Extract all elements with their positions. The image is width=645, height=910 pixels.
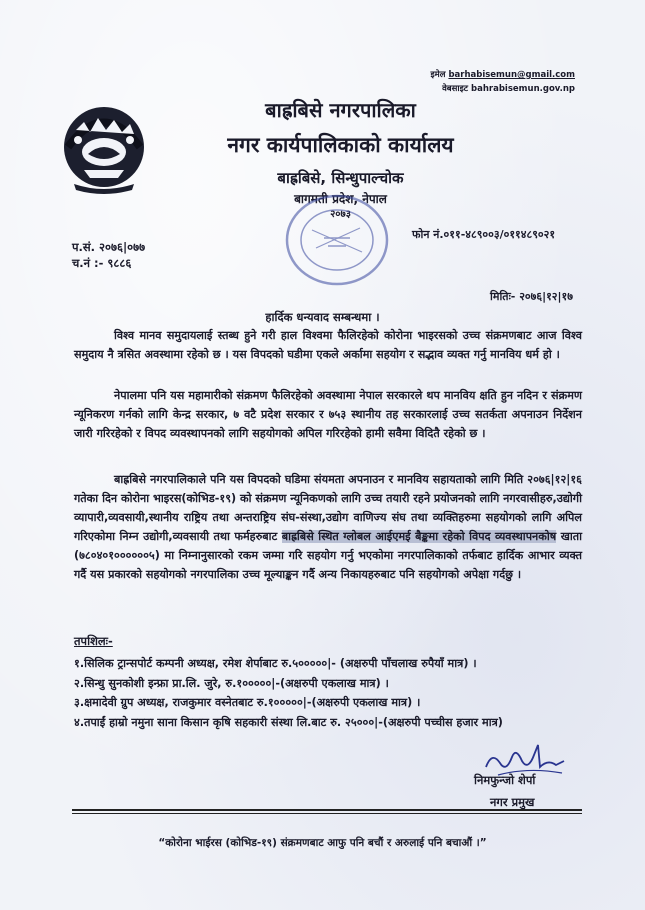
list-item: २.सिन्धु सुनकोशी इन्फ्रा प्रा.लि. जुरे, रु.१०००००|-(अक्षरुपी एकलाख मात्र) । xyxy=(74,676,389,690)
paragraph-1: विश्व मानव समुदायलाई स्तब्ध हुने गरी हाल विश्वमा फैलिरहेको कोरोना भाइरसको उच्च संक्रमणबाट आज विश्व समुदाय नै त्रसित अवस्थामा रहेको छ । यस विपदको घडीमा एकले अर्कामा सहयोग र सद्भाव व्यक्त गर्नु मानविय धर्म हो । xyxy=(74,329,582,361)
donor-list-heading: तपशिलः- xyxy=(74,634,113,648)
paragraph-3-part-a: बाह्रबिसे नगरपालिकाले पनि यस विपदको घडिमा संयमता अपनाउन र मानविय सहायताको लागि मिति २०७६|१२|१६ गतेका दिन कोरोना भाइरस(कोभिड-१९) को संक्रमण न्यूनिकणको लागि उच्च तयारी रहने प्रयोजनको लागि नगरवासीहरु,उद्योगी व्यापारी,व्यवसायी,स्थानीय राष्ट्रिय तथा अन्तराष्ट्रिय संघ-संस्था,उद्योग वाणिज्य संघ तथा व्यक्तिहरुमा सहयोगको लागि अपिल गरिएकोमा निम्न उद्योगी,व्यवसायी तथा फर्महरुबाट xyxy=(74,473,582,543)
email-link[interactable]: barhabisemun@gmail.com xyxy=(448,70,575,80)
paragraph-3 xyxy=(74,470,582,584)
list-item: ३.क्षमादेवी ग्रुप अध्यक्ष, राजकुमार वस्नेतबाट रु.१०००००|-(अक्षरुपी एकलाख मात्र) । xyxy=(74,696,421,709)
signatory-title: नगर प्रमुख xyxy=(490,795,535,809)
footer-divider xyxy=(72,809,582,811)
org-name: बाह्रबिसे नगरपालिका xyxy=(265,98,416,122)
paragraph-3-part-b: खाता (७८०४०१००००००५) मा निम्नानुसारको रकम जम्मा गरि सहयोग गर्नु भएकोमा नगरपालिकाको तर्फबाट हार्दिक आभार व्यक्त गर्दै यस प्रकारको सहयोगको नगरपालिका उच्च मूल्याङ्कन गर्दै अन्य निकायहरुबाट पनि सहयोगको अपेक्षा गर्दछु । xyxy=(74,530,583,581)
paragraph-2: नेपालमा पनि यस महामारीको संक्रमण फैलिरहेको अवस्थामा नेपाल सरकारले थप मानविय क्षति हुन नदिन र संक्रमण न्यूनिकरण गर्नको लागि केन्द्र सरकार, ७ वटै प्रदेश सरकार र ७५३ स्थानीय तह सरकारलाई उच्च सतर्कता अपनाउन निर्देशन जारी गरिरहेको र विपद व्यवस्थापनको लागि सहयोगको अपिल गरिरहेको हामी सवैमा विदितै रहेको छ । xyxy=(74,389,582,440)
donor-list xyxy=(74,654,584,732)
signatory-name: निमफुन्जो शेर्पा xyxy=(474,773,536,787)
website-label: वेबसाइट xyxy=(442,84,469,94)
website-link[interactable]: bahrabisemun.gov.np xyxy=(471,84,575,94)
footer-divider-thin xyxy=(72,813,582,814)
list-item: ४.तपाईं हाम्रो नमुना साना किसान कृषि सहकारी संस्था लि.बाट रु. २५०००|-(अक्षरुपी पच्चीस हजार मात्र) xyxy=(74,715,503,729)
footer-slogan: “कोरोना भाईरस (कोभिड-१९) संक्रमणबाट आफु पनि बचौं र अरुलाई पनि बचाऔं ।” xyxy=(158,837,487,849)
email-line xyxy=(430,68,575,82)
reference-number: प.सं. २०७६|०७७ xyxy=(72,240,146,254)
location: बाह्रबिसे, सिन्धुपाल्चोक xyxy=(277,169,404,187)
province: बागमती प्रदेश, नेपाल xyxy=(294,192,387,206)
bank-account-highlight: बाह्रबिसे स्थित ग्लोबल आईएमई बैङ्कमा रहेको विपद व्यवस्थापनकोष xyxy=(281,530,557,543)
letter-subject: हार्दिक धन्यवाद सम्बन्धमा । xyxy=(265,310,380,324)
office-name: नगर कार्यपालिकाको कार्यालय xyxy=(227,133,454,157)
established-year: २०७३ xyxy=(330,209,351,220)
letter-date: मितिः- २०७६|१२|१७ xyxy=(490,290,573,303)
website-line xyxy=(442,82,575,96)
office-stamp-icon xyxy=(282,190,392,290)
phone-number: फोन नं.०११-४८९००३/०११४८९०२१ xyxy=(412,228,556,241)
list-item: १.सिलिक ट्रान्सपोर्ट कम्पनी अध्यक्ष, रमेश शेर्पाबाट रु.५०००००|- (अक्षरुपी पाँचलाख रुपैयाँ मात्र) । xyxy=(74,657,477,670)
dispatch-number: च.नं :- ९८८६ xyxy=(72,256,132,270)
email-label: इमेल xyxy=(430,70,446,80)
